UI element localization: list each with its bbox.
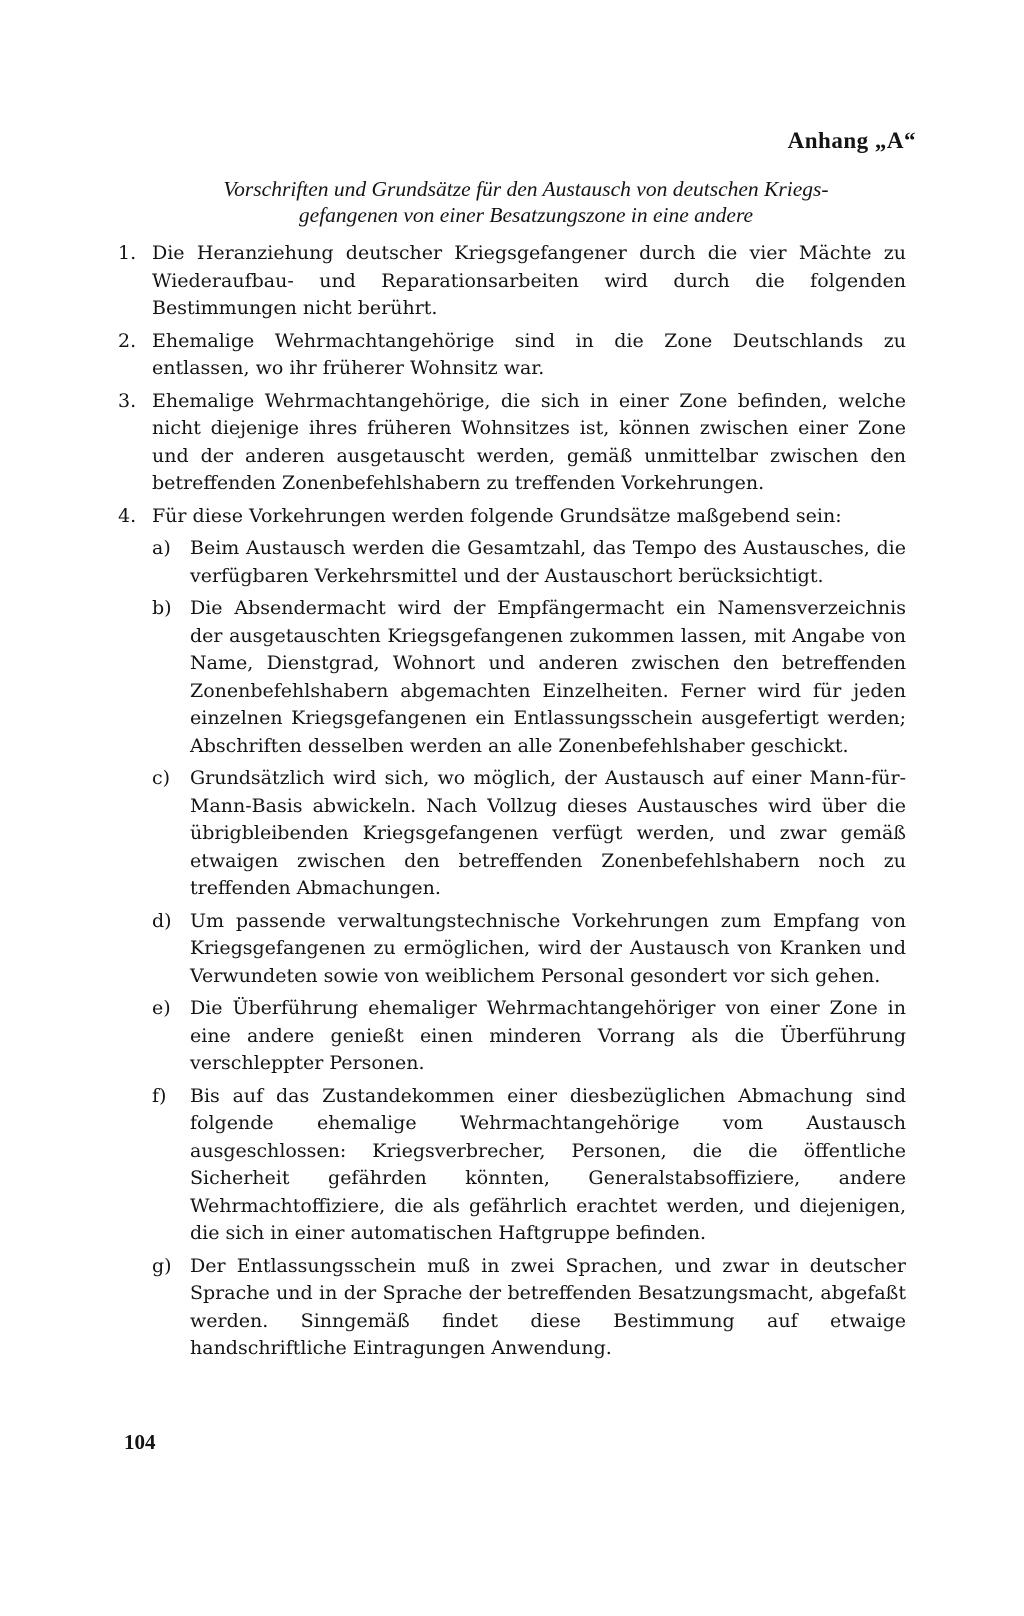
provision-item-3: [118, 388, 906, 498]
subitem-text: Der Entlassungsschein muß in zwei Sprachen, und zwar in deutscher Sprache und in der Sprache der betreffenden Besatzungsmacht, abgefaßt werden. Sinngemäß findet diese Bestimmung auf etwaige handschriftliche Eintragungen Anwendung.: [190, 1254, 906, 1359]
appendix-heading: Anhang „A“: [787, 128, 916, 153]
subitem-letter: d): [152, 909, 172, 932]
subitem-letter: b): [152, 597, 172, 619]
item-text: Für diese Vorkehrungen werden folgende Grundsätze maßgebend sein:: [152, 504, 842, 527]
item-number: 3.: [118, 389, 137, 412]
item-number: 1.: [118, 242, 137, 264]
provision-item-2: [118, 328, 906, 383]
subitem-f: [118, 1083, 906, 1248]
item-text: Ehemalige Wehrmachtangehörige sind in die Zone Deutschlands zu entlassen, wo ihr früherer Wohnsitz war.: [152, 329, 906, 379]
subitem-text: Die Überführung ehemaliger Wehrmachtangehöriger von einer Zone in eine andere genießt einen minderen Vorrang als die Überführung verschleppter Personen.: [190, 997, 906, 1074]
subitem-e: [118, 995, 906, 1078]
document-title: [146, 176, 906, 228]
item-text: Ehemalige Wehrmachtangehörige, die sich in einer Zone befinden, welche nicht diejenige ihres früheren Wohnsitzes ist, können zwischen einer Zone und der anderen ausgetauscht werden, gemäß unmittelbar zwischen den betreffenden Zonenbefehlshabern zu treffenden Vorkehrungen.: [152, 389, 906, 494]
item-text: Die Heranziehung deutscher Kriegsgefangener durch die vier Mächte zu Wiederaufbau- und Reparationsarbeiten wird durch die folgenden Bestimmungen nicht berührt.: [152, 242, 906, 319]
item-number: 4.: [118, 504, 137, 527]
subitem-text: Beim Austausch werden die Gesamtzahl, das Tempo des Austausches, die verfügbaren Verkehrsmittel und der Austauschort berücksichtigt.: [190, 537, 906, 587]
subitem-text: Bis auf das Zustandekommen einer diesbezüglichen Abmachung sind folgende ehemalige Wehrmachtangehörige vom Austausch ausgeschlossen: Kriegsverbrecher, Personen, die die öffentliche Sicherheit gefährden könnten, Generalstabsoffiziere, andere Wehrmachtoffiziere, die als gefährlich erachtet werden, und diejenigen, die sich in einer automatischen Haftgruppe befinden.: [190, 1084, 906, 1244]
subitem-letter: a): [152, 537, 171, 559]
subitem-g: [118, 1253, 906, 1363]
subitem-letter: e): [152, 997, 171, 1019]
title-line-2: gefangenen von einer Besatzungszone in eine andere: [298, 203, 754, 227]
title-line-1: Vorschriften und Grundsätze für den Austausch von deutschen Kriegs-: [223, 177, 829, 201]
subitem-b: [118, 595, 906, 760]
subitem-c: [118, 765, 906, 903]
subitem-a: [118, 535, 906, 590]
principles-sublist: [118, 535, 906, 1363]
subitem-text: Die Absendermacht wird der Empfängermacht ein Namensverzeichnis der ausgetauschten Kriegsgefangenen zukommen lassen, mit Angabe von Name, Dienstgrad, Wohnort und anderen zwischen den betreffenden Zonenbefehlshabern abgemachten Einzelheiten. Ferner wird für jeden einzelnen Kriegsgefangenen ein Entlassungsschein ausgefertigt werden; Abschriften desselben werden an alle Zonenbefehlshaber geschickt.: [190, 597, 906, 757]
provision-item-4: [118, 503, 906, 531]
provisions-list: [118, 240, 906, 1368]
subitem-letter: f): [152, 1084, 167, 1107]
subitem-text: Grundsätzlich wird sich, wo möglich, der Austausch auf einer Mann-für-Mann-Basis abwickeln. Nach Vollzug dieses Austausches wird über die übrigbleibenden Kriegsgefangenen verfügt werden, und zwar gemäß etwaigen zwischen den betreffenden Zonenbefehlshabern noch zu treffenden Abmachungen.: [190, 767, 906, 899]
page-number: 104: [124, 1430, 156, 1454]
subitem-letter: g): [152, 1254, 172, 1277]
subitem-d: [118, 908, 906, 991]
subitem-text: Um passende verwaltungstechnische Vorkehrungen zum Empfang von Kriegsgefangenen zu ermöglichen, wird der Austausch von Kranken und Verwundeten sowie von weiblichem Personal gesondert vor sich gehen.: [190, 909, 906, 987]
subitem-letter: c): [152, 767, 171, 789]
provision-item-1: [118, 240, 906, 323]
item-number: 2.: [118, 329, 137, 352]
